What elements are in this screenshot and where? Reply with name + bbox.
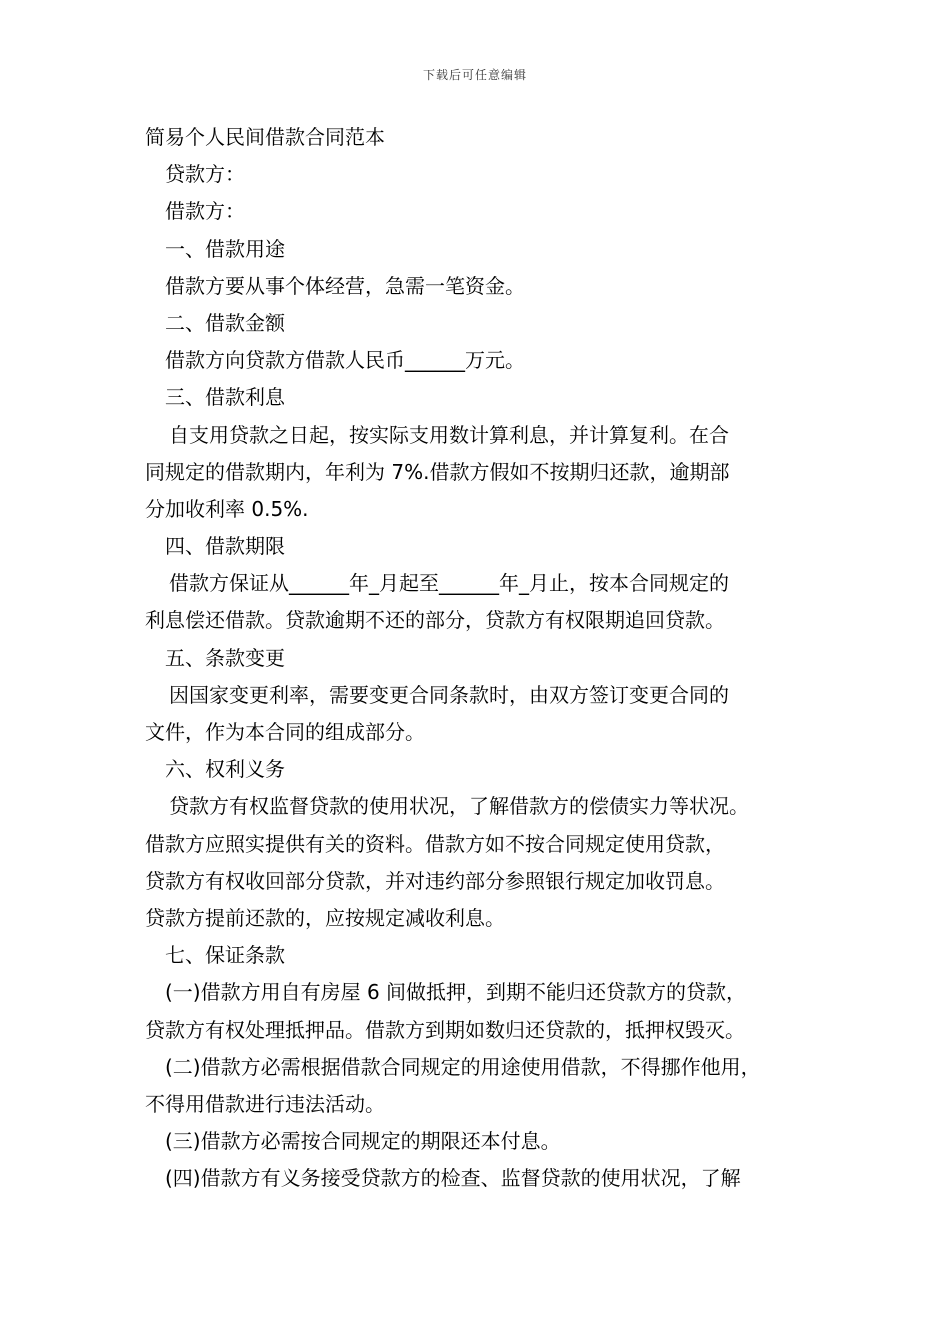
document-line: 借款方要从事个体经营，急需一笔资金。	[165, 273, 525, 298]
document-line: (二)借款方必需根据借款合同规定的用途使用借款，不得挪作他用，	[165, 1054, 761, 1079]
document-title: 简易个人民间借款合同范本	[145, 125, 385, 149]
document-line: (一)借款方用自有房屋 6 间做抵押，到期不能归还贷款方的贷款，	[165, 980, 747, 1005]
document-line: 贷款方提前还款的，应按规定减收利息。	[145, 905, 505, 930]
document-line: 自支用贷款之日起，按实际支用数计算利息，并计算复利。在合	[169, 422, 729, 447]
document-line: 借款方：	[165, 199, 245, 224]
document-line: 六、权利义务	[165, 757, 285, 782]
document-line: 五、条款变更	[165, 645, 285, 670]
document-line: (三)借款方必需按合同规定的期限还本付息。	[165, 1129, 561, 1154]
document-line: 三、借款利息	[165, 385, 285, 410]
document-line: 分加收利率 0.5%.	[145, 496, 309, 521]
document-line: 二、借款金额	[165, 310, 285, 335]
document-line: 贷款方有权监督贷款的使用状况，了解借款方的偿债实力等状况。	[169, 794, 749, 819]
document-line: 贷款方：	[165, 162, 245, 187]
document-lines	[145, 156, 825, 1197]
document-line: 七、保证条款	[165, 943, 285, 968]
document-line: 不得用借款进行违法活动。	[145, 1091, 385, 1116]
document-body	[145, 119, 825, 1197]
document-line: 贷款方有权收回部分贷款，并对违约部分参照银行规定加收罚息。	[145, 868, 725, 893]
document-line: 利息偿还借款。贷款逾期不还的部分，贷款方有权限期追回贷款。	[145, 608, 725, 633]
document-line: 一、借款用途	[165, 236, 285, 261]
document-line: 同规定的借款期内，年利为 7%.借款方假如不按期归还款，逾期部	[145, 459, 730, 484]
document-line: (四)借款方有义务接受贷款方的检查、监督贷款的使用状况，了解	[165, 1166, 741, 1191]
document-line: 因国家变更利率，需要变更合同条款时，由双方签订变更合同的	[169, 682, 729, 707]
document-line: 四、借款期限	[165, 534, 285, 559]
document-line: 贷款方有权处理抵押品。借款方到期如数归还贷款的，抵押权毁灭。	[145, 1017, 745, 1042]
header-note: 下载后可任意编辑	[422, 68, 527, 82]
document-line: 文件，作为本合同的组成部分。	[145, 720, 425, 744]
document-line: 借款方保证从______年_月起至______年_月止，按本合同规定的	[169, 571, 729, 596]
document-line: 借款方应照实提供有关的资料。借款方如不按合同规定使用贷款，	[145, 831, 725, 856]
document-line: 借款方向贷款方借款人民币______万元。	[165, 348, 525, 373]
